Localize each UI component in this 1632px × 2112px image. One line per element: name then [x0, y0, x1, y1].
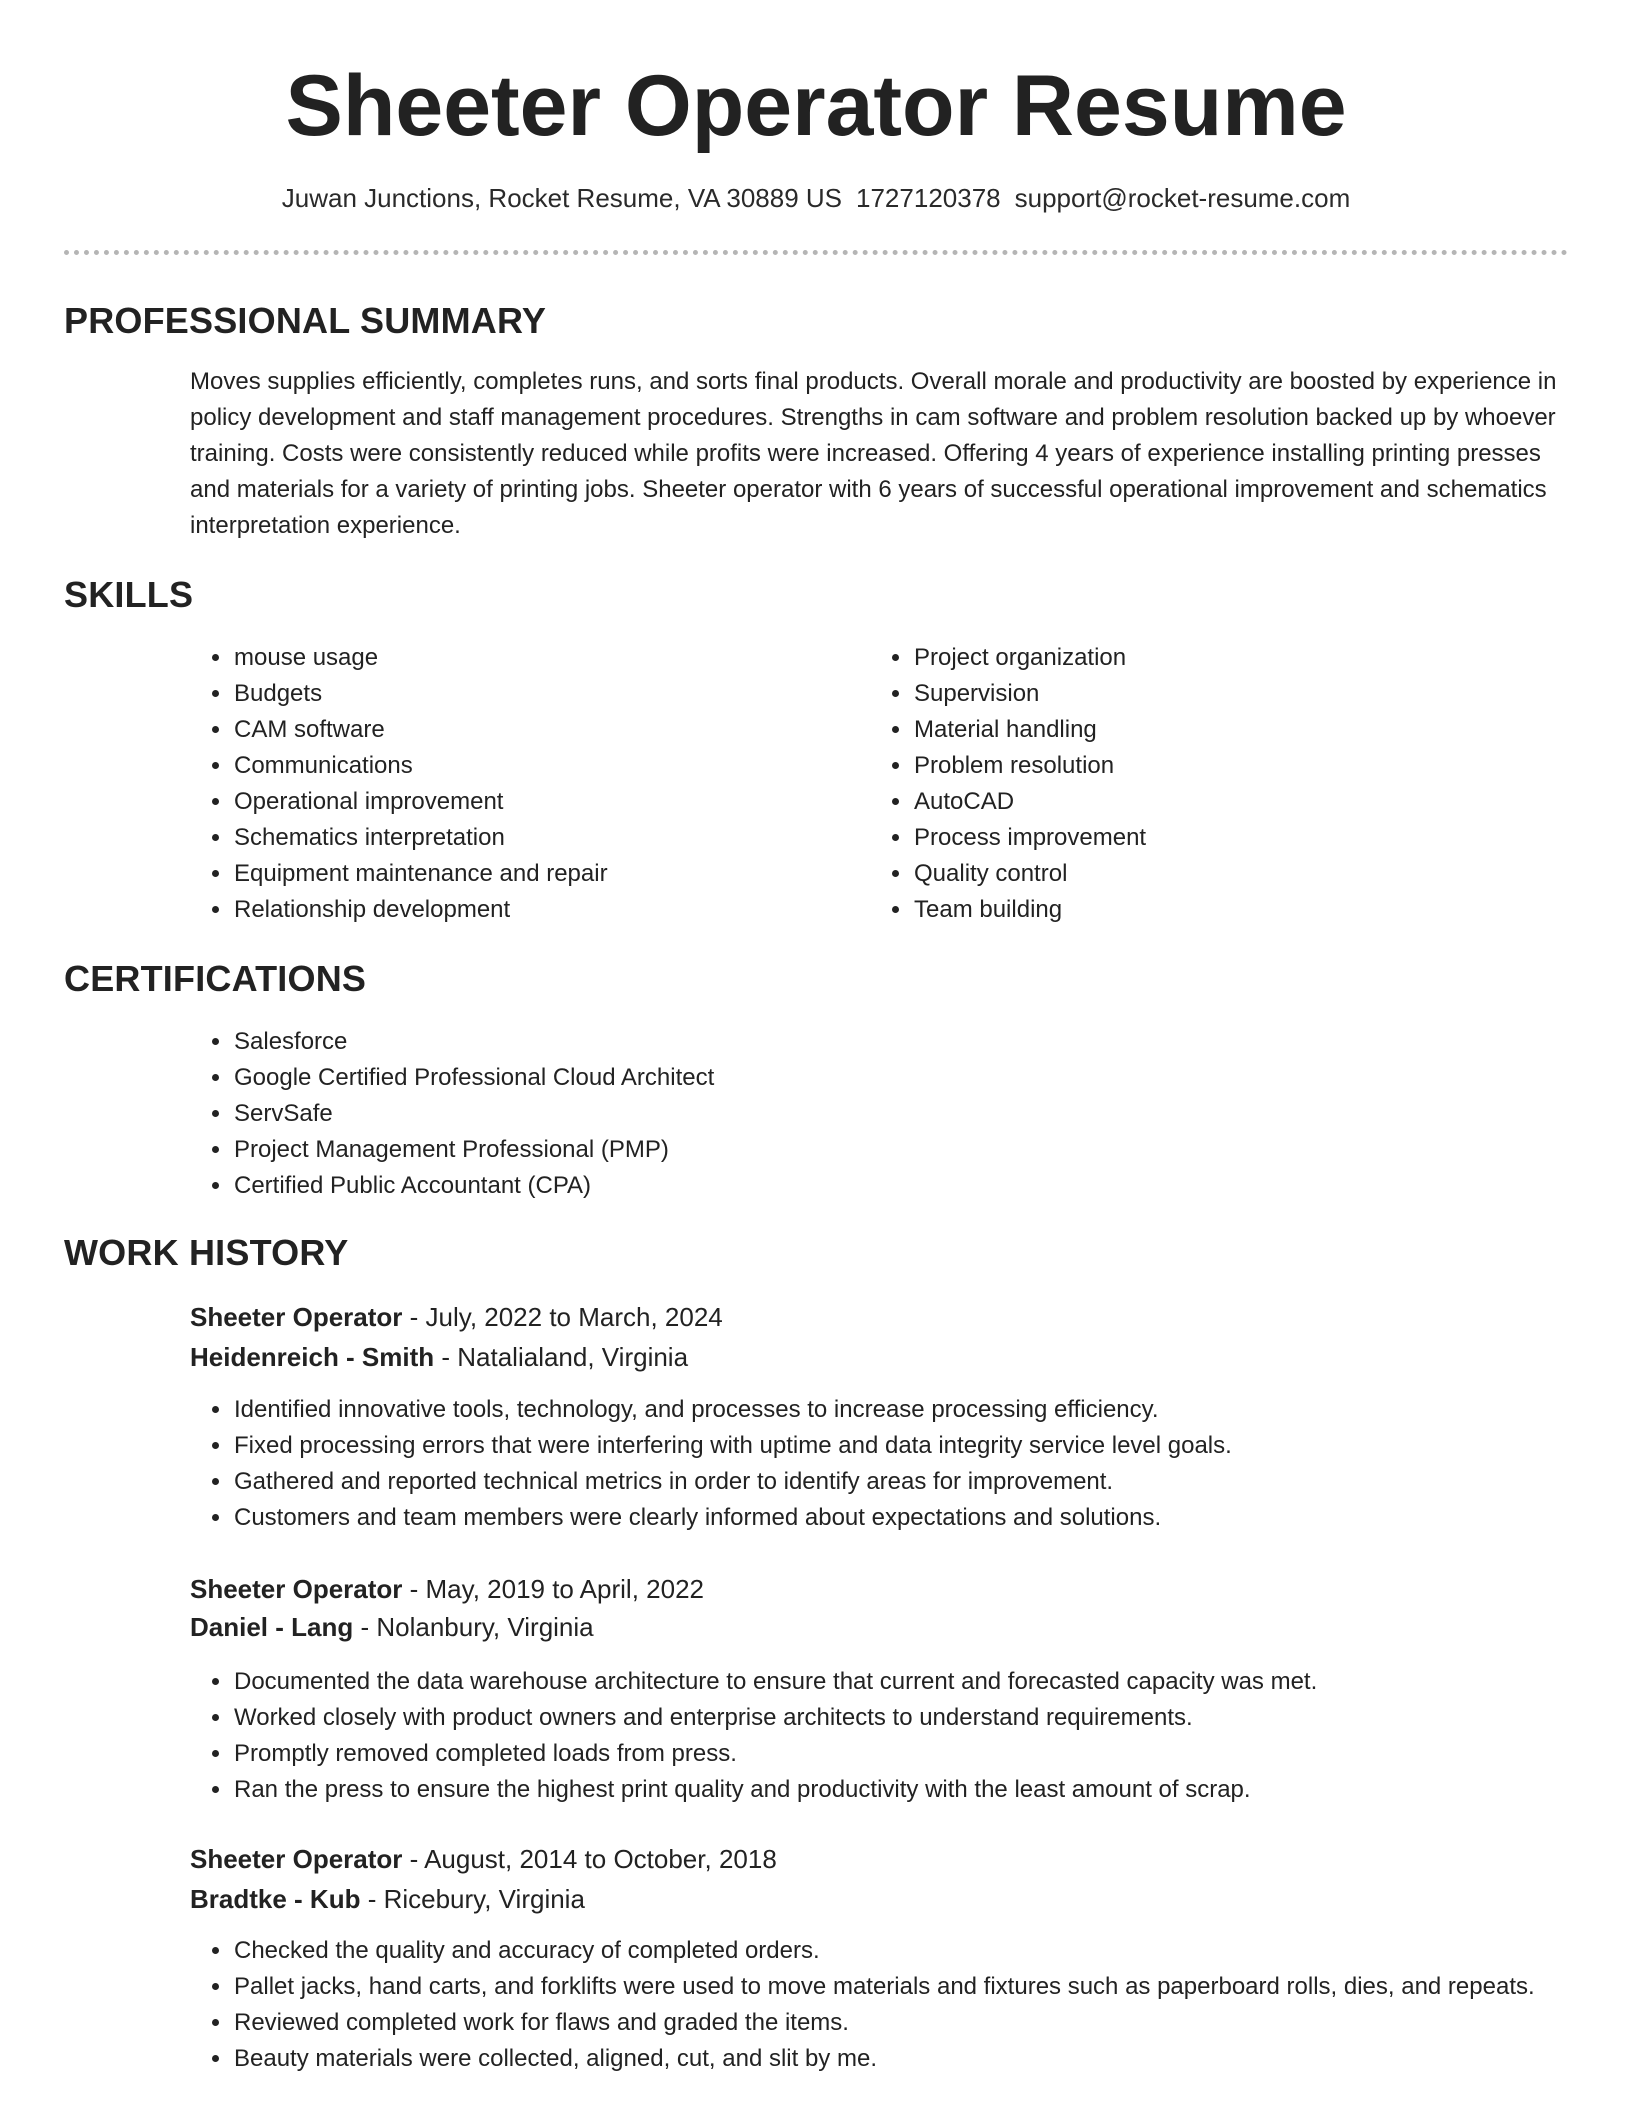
skill-item: • Operational improvement	[233, 784, 853, 820]
work-history-heading: WORK HISTORY	[64, 1232, 349, 1273]
skill-item: • Quality control	[913, 856, 1533, 892]
job-dates: - August, 2014 to October, 2018	[402, 1844, 777, 1874]
skill-item: • Budgets	[233, 676, 853, 712]
skill-item: • CAM software	[233, 712, 853, 748]
job-bullets	[190, 1664, 1573, 1808]
job-company: Daniel - Lang	[190, 1612, 354, 1642]
header-divider	[64, 250, 1568, 255]
job-bullets	[190, 1392, 1573, 1536]
contact-email: support@rocket-resume.com	[1014, 183, 1351, 213]
skill-item: • Material handling	[913, 712, 1533, 748]
job-company: Heidenreich - Smith	[190, 1342, 435, 1372]
skill-item: • Communications	[233, 748, 853, 784]
job-bullet: • Documented the data warehouse architecture to ensure that current and forecasted capacity was met.	[233, 1664, 1573, 1700]
summary-heading: PROFESSIONAL SUMMARY	[64, 300, 547, 341]
job-bullet: • Promptly removed completed loads from press.	[233, 1736, 1573, 1772]
certification-item: • Certified Public Accountant (CPA)	[233, 1168, 1533, 1204]
job-location: - Natalialand, Virginia	[434, 1342, 689, 1372]
summary-text: Moves supplies efficiently, completes runs, and sorts final products. Overall morale and productivity are boosted by experience in policy development and staff management procedures. Strengths in cam software and problem resolution backed up by whoever training. Costs were consistently reduced while profits were increased. Offering 4 years of experience installing printing presses and materials for a variety of printing jobs. Sheeter operator with 6 years of successful operational improvement and schematics interpretation experience.	[190, 368, 1557, 539]
job-title: Sheeter Operator	[190, 1574, 403, 1604]
job-bullets	[190, 1933, 1573, 2077]
job-company: Bradtke - Kub	[190, 1884, 361, 1914]
skills-list-left	[190, 640, 853, 928]
page-title: Sheeter Operator Resume	[285, 58, 1347, 154]
skill-item: • Process improvement	[913, 820, 1533, 856]
certification-item: • Google Certified Professional Cloud Architect	[233, 1060, 1533, 1096]
job-bullet: • Fixed processing errors that were interfering with uptime and data integrity service level goals.	[233, 1428, 1573, 1464]
contact-phone: 1727120378	[856, 183, 1001, 213]
job-dates: - May, 2019 to April, 2022	[402, 1574, 704, 1604]
skill-item: • Team building	[913, 892, 1533, 928]
certification-item: • Project Management Professional (PMP)	[233, 1132, 1533, 1168]
job-location: - Ricebury, Virginia	[360, 1884, 585, 1914]
skill-item: • Project organization	[913, 640, 1533, 676]
job-bullet: • Beauty materials were collected, aligned, cut, and slit by me.	[233, 2041, 1573, 2077]
job-bullet: • Reviewed completed work for flaws and graded the items.	[233, 2005, 1573, 2041]
job-bullet: • Gathered and reported technical metrics in order to identify areas for improvement.	[233, 1464, 1573, 1500]
certifications-heading: CERTIFICATIONS	[64, 958, 367, 999]
job-bullet: • Ran the press to ensure the highest print quality and productivity with the least amount of scrap.	[233, 1772, 1573, 1808]
job-title: Sheeter Operator	[190, 1844, 403, 1874]
certifications-list	[190, 1024, 1533, 1204]
job-bullet: • Identified innovative tools, technology, and processes to increase processing efficiency.	[233, 1392, 1573, 1428]
job-title-line	[190, 1298, 723, 1336]
job-company-line	[190, 1880, 585, 1918]
job-location: - Nolanbury, Virginia	[353, 1612, 594, 1642]
job-company-line	[190, 1338, 688, 1376]
skill-item: • AutoCAD	[913, 784, 1533, 820]
job-title-line	[190, 1570, 704, 1608]
job-company-line	[190, 1608, 594, 1646]
certification-item: • ServSafe	[233, 1096, 1533, 1132]
job-bullet: • Pallet jacks, hand carts, and forklifts were used to move materials and fixtures such as paperboard rolls, dies, and repeats.	[233, 1969, 1573, 2005]
skill-item: • Equipment maintenance and repair	[233, 856, 853, 892]
contact-info	[0, 180, 1632, 216]
job-bullet: • Worked closely with product owners and enterprise architects to understand requirements.	[233, 1700, 1573, 1736]
skill-item: • Relationship development	[233, 892, 853, 928]
contact-address: Juwan Junctions, Rocket Resume, VA 30889 US	[281, 183, 843, 213]
skill-item: • Supervision	[913, 676, 1533, 712]
certification-item: • Salesforce	[233, 1024, 1533, 1060]
skills-list-right	[870, 640, 1533, 928]
job-bullet: • Customers and team members were clearly informed about expectations and solutions.	[233, 1500, 1573, 1536]
skill-item: • Schematics interpretation	[233, 820, 853, 856]
job-title: Sheeter Operator	[190, 1302, 403, 1332]
skill-item: • mouse usage	[233, 640, 853, 676]
skills-heading: SKILLS	[64, 574, 194, 615]
skill-item: • Problem resolution	[913, 748, 1533, 784]
job-bullet: • Checked the quality and accuracy of completed orders.	[233, 1933, 1573, 1969]
job-title-line	[190, 1840, 777, 1878]
job-dates: - July, 2022 to March, 2024	[402, 1302, 723, 1332]
